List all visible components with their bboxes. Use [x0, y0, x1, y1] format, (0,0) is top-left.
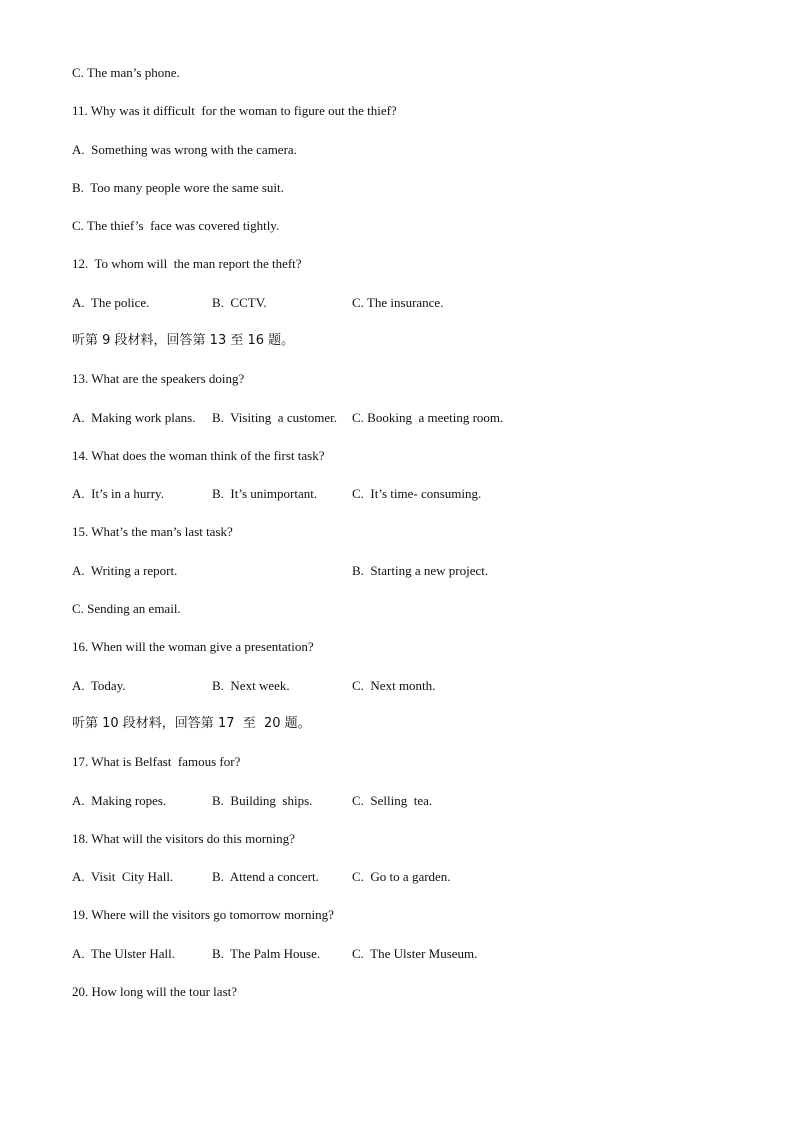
- q11-option-b: B. Too many people wore the same suit.: [72, 180, 284, 195]
- question-20: 20. How long will the tour last?: [72, 984, 238, 999]
- question-19: 19. Where will the visitors go tomorrow morning?: [72, 907, 334, 922]
- q17-option-b: B. Building ships.: [212, 793, 313, 808]
- q12-option-c: C. The insurance.: [352, 295, 444, 310]
- question-11: 11. Why was it difficult for the woman to figure out the thief?: [72, 103, 397, 118]
- q16-option-b: B. Next week.: [212, 678, 290, 693]
- question-17: 17. What is Belfast famous for?: [72, 754, 241, 769]
- q19-option-a: A. The Ulster Hall.: [72, 946, 176, 961]
- question-18: 18. What will the visitors do this morning?: [72, 831, 295, 846]
- q13-option-b: B. Visiting a customer.: [212, 410, 338, 425]
- q12-option-a: A. The police.: [72, 295, 150, 310]
- q14-option-a: A. It’s in a hurry.: [72, 486, 164, 501]
- question-12: 12. To whom will the man report the theft?: [72, 256, 302, 271]
- q13-option-a: A. Making work plans.: [72, 410, 196, 425]
- q10-option-c: C. The man’s phone.: [72, 65, 180, 80]
- section-10-instruction: 听第 10 段材料，回答第 17 至 20 题。: [72, 716, 311, 731]
- q16-option-a: A. Today.: [72, 678, 126, 693]
- section-9-instruction: 听第 9 段材料，回答第 13 至 16 题。: [72, 333, 295, 348]
- question-13: 13. What are the speakers doing?: [72, 371, 245, 386]
- q15-option-a: A. Writing a report.: [72, 563, 178, 578]
- q17-option-a: A. Making ropes.: [72, 793, 167, 808]
- q14-option-b: B. It’s unimportant.: [212, 486, 318, 501]
- q14-option-c: C. It’s time- consuming.: [352, 486, 482, 501]
- q19-option-b: B. The Palm House.: [212, 946, 321, 961]
- q12-option-b: B. CCTV.: [212, 295, 267, 310]
- q15-option-b: B. Starting a new project.: [352, 563, 489, 578]
- q11-option-a: A. Something was wrong with the camera.: [72, 142, 297, 157]
- q19-option-c: C. The Ulster Museum.: [352, 946, 478, 961]
- question-15: 15. What’s the man’s last task?: [72, 524, 233, 539]
- q16-option-c: C. Next month.: [352, 678, 436, 693]
- q18-option-c: C. Go to a garden.: [352, 869, 451, 884]
- q15-option-c: C. Sending an email.: [72, 601, 181, 616]
- question-16: 16. When will the woman give a presentation?: [72, 639, 314, 654]
- q18-option-b: B. Attend a concert.: [212, 869, 319, 884]
- q17-option-c: C. Selling tea.: [352, 793, 433, 808]
- question-14: 14. What does the woman think of the first task?: [72, 448, 325, 463]
- q18-option-a: A. Visit City Hall.: [72, 869, 174, 884]
- q11-option-c: C. The thief’s face was covered tightly.: [72, 218, 280, 233]
- q13-option-c: C. Booking a meeting room.: [352, 410, 504, 425]
